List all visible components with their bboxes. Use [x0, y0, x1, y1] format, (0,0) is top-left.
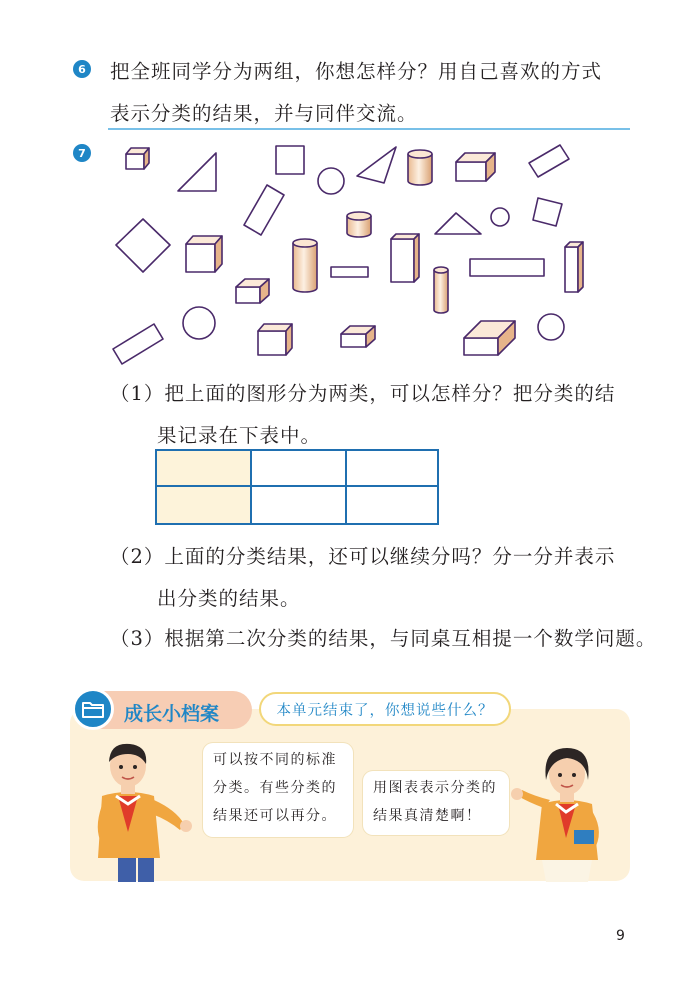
section-divider: [108, 128, 630, 130]
sub-question-3-label: （3）: [110, 627, 165, 650]
question-7-badge: 7: [73, 144, 91, 162]
cube-shape: [126, 148, 149, 169]
girl-speech-line: 结果真清楚啊！: [373, 808, 482, 824]
rectangle-shape: [244, 185, 284, 235]
sub-question-2-text: 上面的分类结果，还可以继续分吗？分一分并表示: [164, 545, 616, 568]
cube-shape: [258, 324, 292, 355]
boy-speech-line: 可以按不同的标准: [213, 752, 337, 768]
rectangle-shape: [529, 145, 569, 177]
question-6-line-2: 表示分类的结果，并与同伴交流。: [110, 102, 418, 125]
cylinder-shape: [293, 239, 317, 292]
sub-question-2-line-1: [110, 541, 615, 569]
cylinder-shape: [347, 212, 371, 237]
table-cell[interactable]: [252, 451, 347, 487]
table-cell[interactable]: [347, 451, 437, 487]
circle-shape: [491, 208, 509, 226]
question-6-badge: 6: [73, 60, 91, 78]
square-shape: [533, 198, 562, 226]
boy-speech-line: 分类。有些分类的: [213, 780, 337, 796]
cuboid-shape: [464, 321, 515, 355]
cube-shape: [186, 236, 222, 272]
sub-question-1-text: 把上面的图形分为两类，可以怎样分？把分类的结: [164, 382, 616, 405]
classification-table: [155, 449, 439, 525]
boy-speech-bubble: [203, 743, 353, 837]
circle-shape: [318, 168, 344, 194]
question-6-line-1: 把全班同学分为两组，你想怎样分？用自己喜欢的方式: [110, 60, 603, 83]
square-shape: [276, 146, 304, 174]
growth-file-title: 成长小档案: [124, 703, 220, 725]
triangle-shape: [357, 147, 396, 183]
table-cell[interactable]: [347, 487, 437, 523]
girl-speech-bubble: [363, 771, 509, 835]
cuboid-shape: [341, 326, 375, 347]
cuboid-shape: [391, 234, 419, 282]
rectangle-shape: [113, 324, 163, 364]
girl-speech-line: 用图表表示分类的: [373, 780, 497, 796]
sub-question-2-label: （2）: [110, 545, 165, 568]
cylinder-shape: [434, 267, 448, 313]
cuboid-shape: [456, 153, 495, 181]
boy-speech-line: 结果还可以再分。: [213, 808, 337, 824]
boy-illustration: [88, 740, 200, 882]
folder-icon: [72, 688, 114, 730]
circle-shape: [183, 307, 215, 339]
table-cell[interactable]: [157, 451, 252, 487]
girl-illustration: [508, 742, 620, 882]
cuboid-shape: [565, 242, 583, 292]
triangle-shape: [435, 213, 481, 234]
sub-question-2-line-2: 出分类的结果。: [157, 587, 301, 610]
circle-shape: [538, 314, 564, 340]
cylinder-shape: [408, 150, 432, 185]
sub-question-3-text: 根据第二次分类的结果，与同桌互相提一个数学问题。: [164, 627, 657, 650]
table-cell[interactable]: [252, 487, 347, 523]
sub-question-1-line-2: 果记录在下表中。: [157, 424, 322, 447]
sub-question-3-line-1: [110, 623, 656, 651]
rectangle-shape: [470, 259, 544, 276]
geometric-shapes-illustration: [100, 138, 600, 368]
sub-question-1-label: （1）: [110, 382, 165, 405]
cuboid-shape: [236, 279, 269, 303]
square-shape: [116, 219, 170, 272]
triangle-shape: [178, 153, 216, 191]
reflection-question: 本单元结束了，你想说些什么？: [259, 692, 511, 726]
page-number: 9: [616, 928, 625, 944]
rectangle-shape: [331, 267, 368, 277]
sub-question-1-line-1: [110, 378, 615, 406]
table-cell[interactable]: [157, 487, 252, 523]
